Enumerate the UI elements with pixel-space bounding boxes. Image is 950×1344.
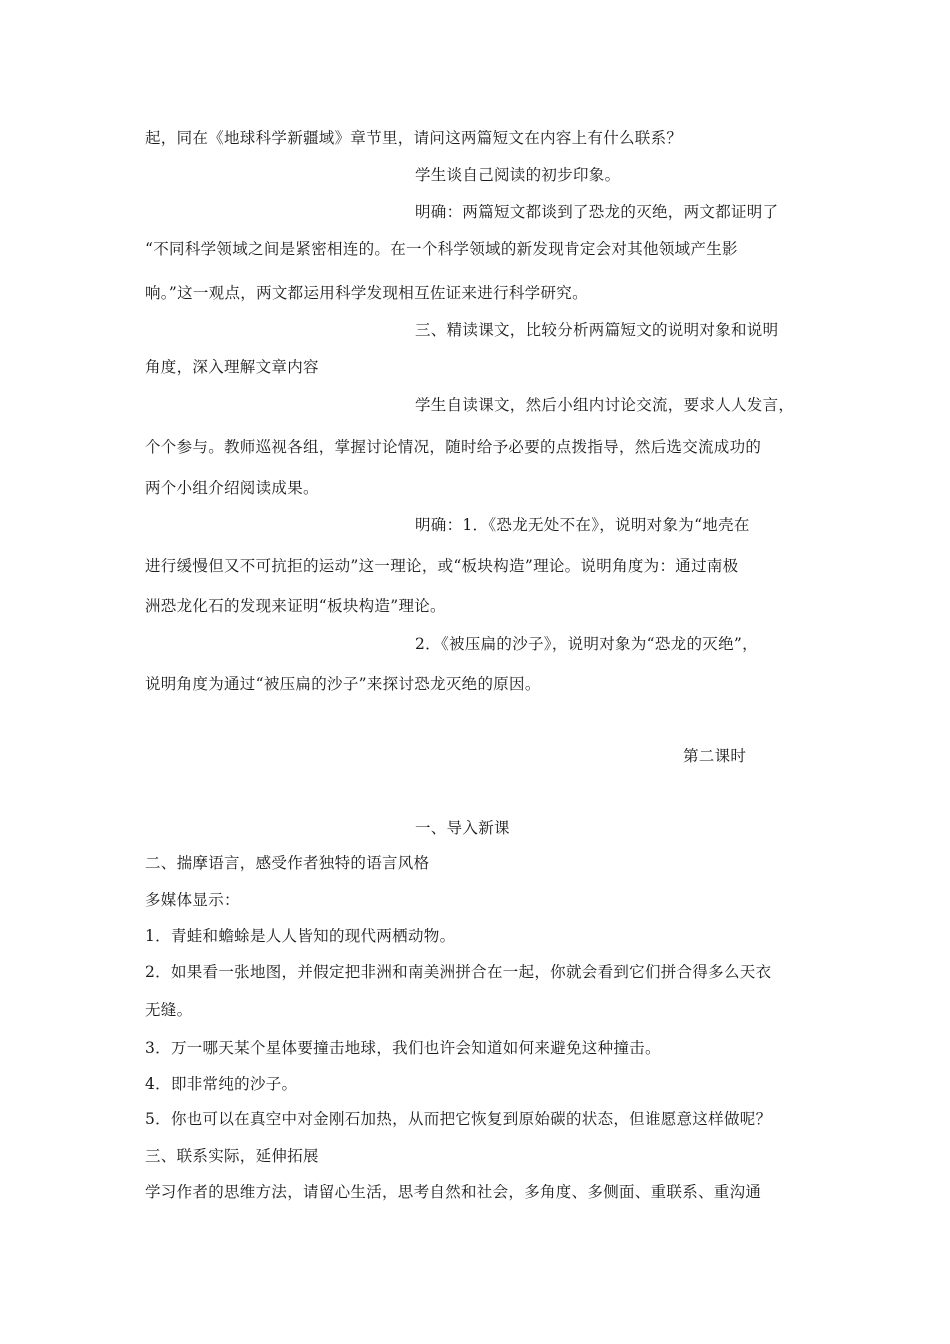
text-line: 明确：两篇短文都谈到了恐龙的灭绝，两文都证明了 [415,203,779,221]
text-line: 洲恐龙化石的发现来证明“板块构造”理论。 [145,597,446,615]
text-line: 多媒体显示： [145,891,240,909]
section-heading: 角度，深入理解文章内容 [145,358,319,376]
text-line: 学生谈自己阅读的初步印象。 [415,166,621,184]
text-line: 明确：1．《恐龙无处不在》，说明对象为“地壳在 [415,516,750,534]
list-item: 无缝。 [145,1001,193,1019]
text-line: “不同科学领域之间是紧密相连的。在一个科学领域的新发现肯定会对其他领域产生影 [145,240,738,258]
text-line: 学生自读课文，然后小组内讨论交流，要求人人发言， [415,396,795,414]
text-line: 两个小组介绍阅读成果。 [145,479,319,497]
text-line: 进行缓慢但又不可抗拒的运动”这一理论，或“板块构造”理论。说明角度为：通过南极 [145,557,739,575]
text-line: 响。”这一观点，两文都运用科学发现相互佐证来进行科学研究。 [145,284,588,302]
text-line: 学习作者的思维方法，请留心生活，思考自然和社会，多角度、多侧面、重联系、重沟通 [145,1183,762,1201]
section-heading: 二、揣摩语言，感受作者独特的语言风格 [145,854,430,872]
lesson-title: 第二课时 [683,747,747,765]
section-heading: 三、联系实际，延伸拓展 [145,1147,319,1165]
list-item: 3．万一哪天某个星体要撞击地球，我们也许会知道如何来避免这种撞击。 [145,1039,661,1057]
section-heading: 三、精读课文，比较分析两篇短文的说明对象和说明 [415,321,779,339]
text-line: 起，同在《地球科学新疆域》章节里，请问这两篇短文在内容上有什么联系？ [145,129,683,147]
list-item: 1．青蛙和蟾蜍是人人皆知的现代两栖动物。 [145,927,456,945]
list-item: 5．你也可以在真空中对金刚石加热，从而把它恢复到原始碳的状态，但谁愿意这样做呢？ [145,1110,772,1128]
text-line: 说明角度为通过“被压扁的沙子”来探讨恐龙灭绝的原因。 [145,675,541,693]
list-item: 2．如果看一张地图，并假定把非洲和南美洲拼合在一起，你就会看到它们拼合得多么天衣 [145,963,772,981]
text-line: 2．《被压扁的沙子》，说明对象为“恐龙的灭绝”， [415,635,758,653]
text-line: 个个参与。教师巡视各组，掌握讨论情况，随时给予必要的点拨指导，然后选交流成功的 [145,438,762,456]
list-item: 4．即非常纯的沙子。 [145,1075,298,1093]
section-heading: 一、导入新课 [415,819,510,837]
